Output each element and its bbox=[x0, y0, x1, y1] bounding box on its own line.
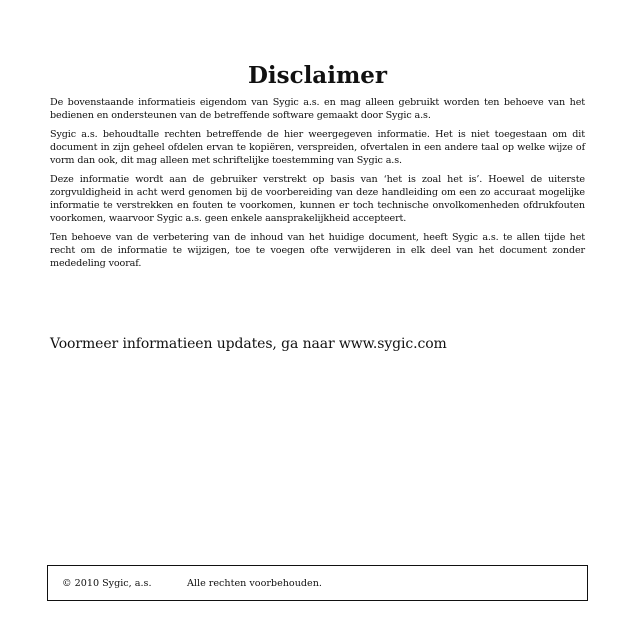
page-title: Disclaimer bbox=[247, 62, 388, 89]
footer-box bbox=[47, 565, 588, 601]
disclaimer-paragraph-ownership: De bovenstaande informatieis eigendom van Sygic a.s. en mag alleen gebruikt worden ten behoeve van het bedienen en ondersteunen van de betreffende software gemaakt door Sygic a.s. bbox=[50, 97, 585, 121]
footer-copyright: © 2010 Sygic, a.s. bbox=[62, 578, 152, 589]
disclaimer-body bbox=[50, 96, 585, 276]
disclaimer-paragraph-rights: Sygic a.s. behoudtalle rechten betreffende de hier weergegeven informatie. Het is niet toegestaan om dit document in zijn geheel ofdelen ervan te kopiëren, verspreiden, ofvertalen in een andere taal op welke wijze of vorm dan ook, dit mag alleen met schriftelijke toestemming van Sygic a.s. bbox=[50, 129, 585, 166]
more-info-text: Voormeer informatieen updates, ga naar www.sygic.com bbox=[50, 336, 447, 352]
footer-rights-reserved: Alle rechten voorbehouden. bbox=[187, 578, 322, 589]
disclaimer-paragraph-as-is: Deze informatie wordt aan de gebruiker verstrekt op basis van ‘het is zoal het is’. Hoewel de uiterste zorgvuldigheid in acht werd genomen bij de voorbereiding van deze handleiding om een zo accuraat mogelijke informatie te verstrekken en fouten te voorkomen, kunnen er toch technische onvolkomenheden ofdrukfouten voorkomen, waarvoor Sygic a.s. geen enkele aansprakelijkheid accepteert. bbox=[50, 174, 585, 224]
disclaimer-paragraph-changes: Ten behoeve van de verbetering van de inhoud van het huidige document, heeft Sygic a.s. te allen tijde het recht om de informatie te wijzigen, toe te voegen ofte verwijderen in elk deel van het document zonder mededeling vooraf. bbox=[50, 232, 585, 269]
